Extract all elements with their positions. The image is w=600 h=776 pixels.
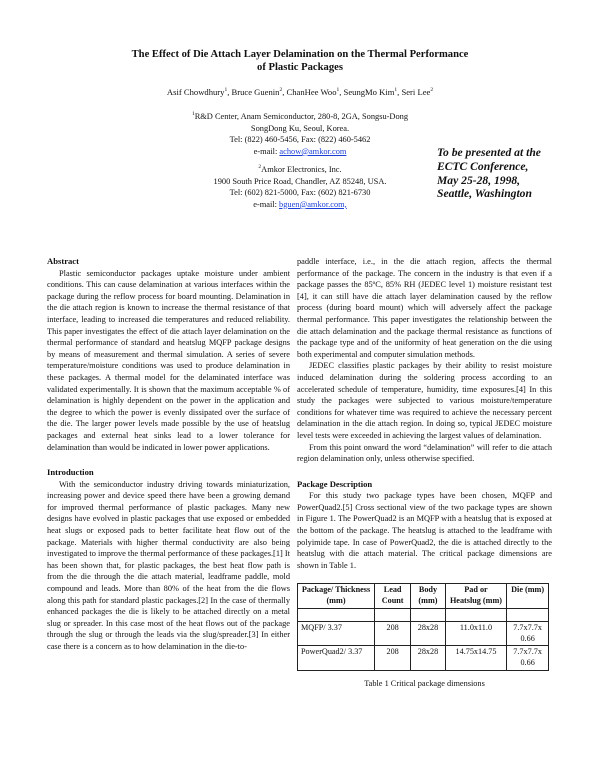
introduction-text: With the semiconductor industry driving towards miniaturization, increasing power and device speed there have been a growing demand for improved thermal performance of plastic packages. Many new designs have evolved in plastic packages that use exposed or embedded heat slugs or exposed pads to better facilitate heat flow out of the package. Materials with higher thermal conductivity are also being investigated to improve the thermal performance of these packages.[1] It has been shown that, for plastic packages, the best heat flow path is from the die through the die attach material, leadframe paddle, mold compound and leads. More than 80% of the heat from the die flows along this path for standard plastic packages.[2] In the case of thermally enhanced packages the die is likely to be attached directly on a metal slug or spreader. In this case most of the heat flows out of the package through the slug or through the leads via the slug/spreader.[3] In either case there is a concern as to how delamination in the die-to- bbox=[47, 479, 290, 651]
table-spacer-row bbox=[298, 608, 549, 622]
affiliation-1: $^1$R&D Center, Anam Semiconductor, 280-8, 2GA, Songsu-Dong SongDong Ku, Seoul, Korea. Tel: (822) 460-5456, Fax: (822) 460-5462 e-mail: achow@amkor.com bbox=[191, 111, 409, 156]
table-header-row: Package/ Thickness (mm) Lead Count Body (mm) Pad or Heatslug (mm) Die (mm) bbox=[298, 584, 549, 608]
package-dimensions-table bbox=[297, 583, 549, 670]
author: ChanHee Woo$^1$, bbox=[286, 87, 344, 97]
introduction-heading: Introduction bbox=[47, 467, 94, 478]
affiliation-2: $^2$Amkor Electronics, Inc. 1900 South Price Road, Chandler, AZ 85248, USA. Tel: (602) 821-5000, Fax: (602) 821-6730 e-mail: bguen@amkor.com, bbox=[213, 164, 387, 209]
package-description-heading: Package Description bbox=[297, 478, 373, 489]
abstract-heading: Abstract bbox=[47, 256, 79, 266]
author: Asif Chowdhury$^1$, bbox=[166, 87, 232, 97]
right-column bbox=[297, 256, 552, 689]
email-link[interactable]: bguen@amkor.com, bbox=[279, 199, 347, 209]
conference-note: To be presented at the ECTC Conference, May 25-28, 1998, Seattle, Washington bbox=[437, 146, 541, 201]
abstract-text: Plastic semiconductor packages uptake moisture under ambient conditions. This can cause delamination at various interfaces within the package during the reflow process for board mounting. Delamination in the die attach region is known to increase the thermal resistance of that interface, leading to increased die temperatures and reduced reliability. This paper investigates the effect of die attach layer delamination on the thermal performance of standard and heatslug MQFP package designs by means of measurement and thermal simulation. A series of severe temperature/moisture conditions was used to produce delamination in these packages. A thermal model for the delaminated interface was validated experimentally. It is shown that the maximum acceptable % of delamination is highly dependent on the power in the application and the degree to which the power is evenly dissipated over the surface of the die. The larger power levels made possible by the use of heatslug packages and external heat sinks lead to a lower tolerance for delamination than would be indicated in lower power applications. bbox=[47, 268, 290, 452]
email-link[interactable]: achow@amkor.com bbox=[279, 146, 347, 156]
body-paragraph: From this point onward the word “delamination” will refer to die attach region delamination only, unless otherwise specified. bbox=[297, 442, 552, 464]
author-list bbox=[0, 87, 600, 97]
body-paragraph: JEDEC classifies plastic packages by their ability to resist moisture induced delamination during the soldering process according to an accelerated schedule of temperature, humidity, time exposures.[4] In this study the packages were subjected to various moisture/temperature conditions for whatever time was required to achieve the necessary percent delamination in the die attach region. In doing so, typical JEDEC moisture level tests were exceeded in achieving the largest values of delamination. bbox=[297, 361, 552, 440]
table-row: MQFP/ 3.37 208 28x28 11.0x11.0 7.7x7.7x 0.66 bbox=[298, 622, 549, 646]
title-line-2: of Plastic Packages bbox=[257, 62, 343, 73]
paper-title bbox=[0, 48, 600, 74]
table-caption: Table 1 Critical package dimensions bbox=[364, 678, 485, 688]
body-paragraph: paddle interface, i.e., in the die attach region, affects the thermal performance of the package. The concern in the industry is that even if a package passes the 85ºC, 85% RH (JEDEC level 1) moisture resistant test [4], it can still have die attach layer delamination caused by the reflow process (during board mount) which will adversely affect the package thermal performance. This paper investigates the relationship between the die attach delamination and the package thermal resistance as functions of the package type and of the uniformity of heat generation on the die using both experimental and computer simulation methods. bbox=[297, 257, 552, 359]
title-line-1: The Effect of Die Attach Layer Delamination on the Thermal Performance bbox=[131, 49, 469, 60]
table-row: PowerQuad2/ 3.37 208 28x28 14.75x14.75 7.7x7.7x 0.66 bbox=[298, 646, 549, 670]
author: Seri Lee$^2$ bbox=[401, 87, 434, 97]
left-column bbox=[47, 256, 290, 653]
author: SeungMo Kim$^1$, bbox=[343, 87, 402, 97]
author: Bruce Guenin$^2$, bbox=[231, 87, 287, 97]
package-description-text: For this study two package types have been chosen, MQFP and PowerQuad2.[5] Cross sectional view of the two package types are shown in Figure 1. The PowerQuad2 is an MQFP with a heatslug that is exposed at the bottom of the package. The heatslug is attached to the leadframe with polyimide tape. In case of PowerQuad2, the die is attached directly to the heatslug with die attach material. The critical package dimensions are shown in Table 1. bbox=[297, 491, 552, 570]
